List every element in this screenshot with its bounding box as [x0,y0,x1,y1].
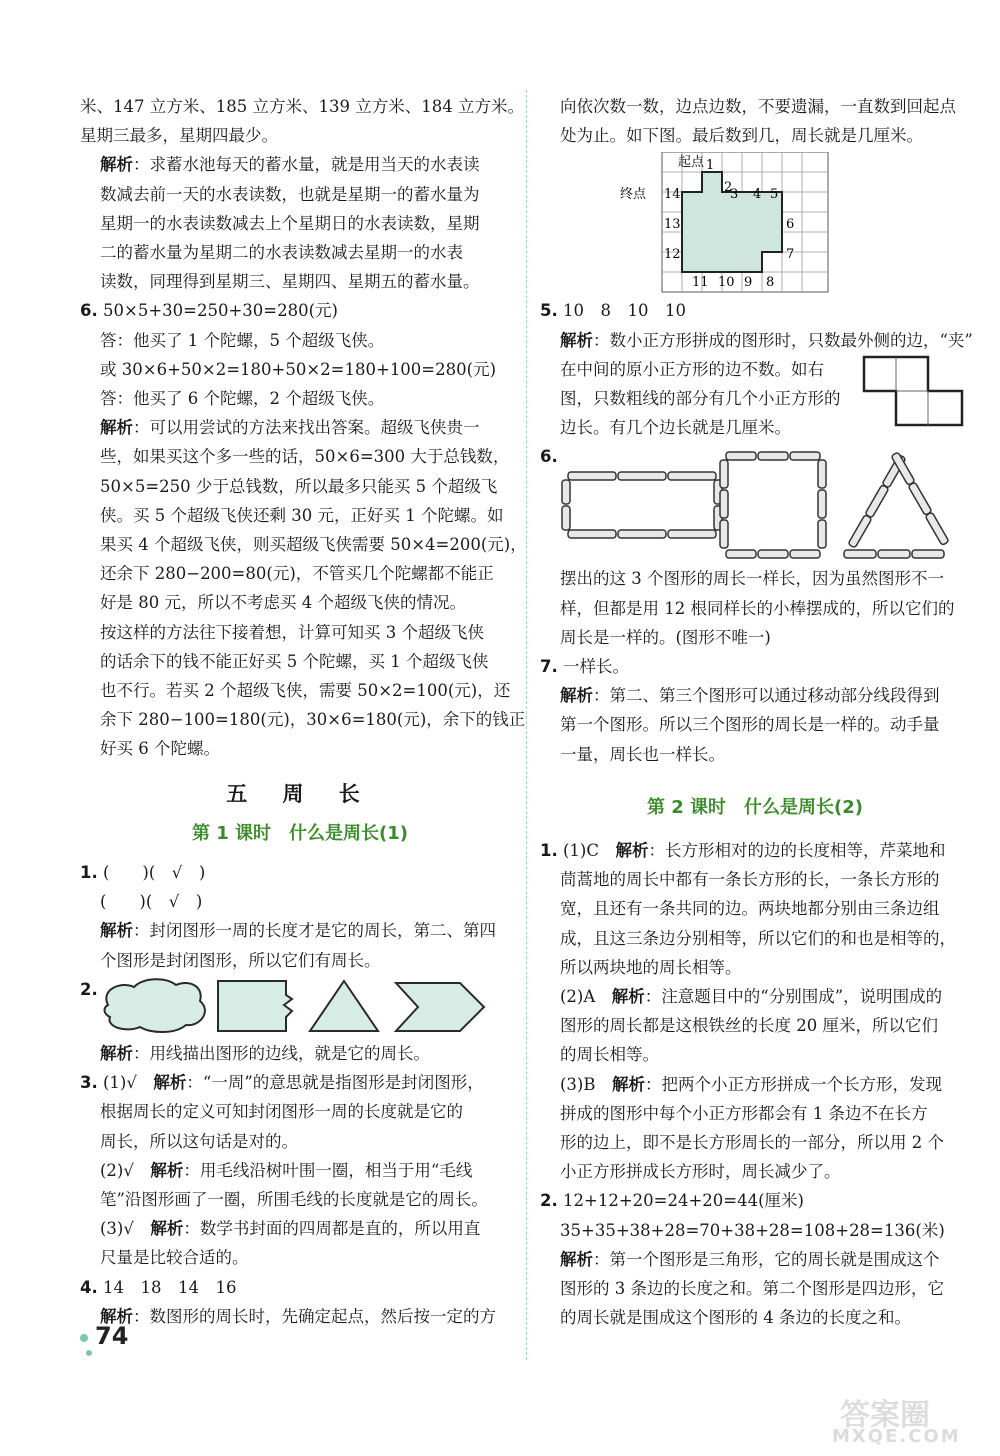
grid-number: 7 [786,247,795,263]
text-line: 第一个图形。所以三个图形的周长是一样的。动手量 [560,715,940,735]
text-line: ：数学书封面的四周都是直的，所以用直 [183,1219,481,1239]
text-line: 的话余下的钱不能正好买 5 个陀螺，买 1 个超级飞侠 [100,651,489,671]
analysis-label: 解析 [615,841,649,861]
answer-line: ( )( √ ) [100,892,203,912]
column-divider [526,90,527,1360]
counting-grid [620,152,920,298]
text-line: 拼成的图形中每个小正方形都会有 1 条边不在长方 [560,1103,928,1123]
text-line: 答：他买了 6 个陀螺，2 个超级飞侠。 [100,389,385,409]
text-line: ：长方形相对的边的长度相等，芹菜地和 [648,841,946,861]
question-number: 1. [80,863,98,883]
question-number: 3. [80,1073,98,1093]
question-number: 6. [80,301,98,321]
answer-line [540,1070,970,1099]
question-5 [540,296,970,325]
text-line: 读数，同理得到星期三、星期四、星期五的蓄水量。 [100,272,480,292]
stepped-squares-figure [862,355,966,427]
analysis-with-figure [540,355,970,443]
question-number: 5. [540,301,558,321]
grid-number: 3 [730,187,739,203]
arrow-shape [396,983,484,1031]
text-line: 好是 80 元，所以不考虑买 4 个超级飞侠的情况。 [100,593,466,613]
text-line: 图，只数粗线的部分有几个小正方形的 [560,389,841,409]
answer-mark: (2)√ [100,1160,151,1180]
triangle-shape [310,981,378,1031]
text-line: 侠。买 5 个超级飞侠还剩 30 元，正好买 1 个陀螺。如 [100,505,504,525]
decorative-dot [80,1334,88,1342]
text-line: ：用毛线沿树叶围一圈，相当于用“毛线 [183,1160,473,1180]
text-line: 尺量是比较合适的。 [100,1248,249,1268]
text-line: 些，如果买这个多一些的话，50×6=300 大于总钱数， [100,447,510,467]
text-line: 边长。有几个边长就是几厘米。 [560,418,791,438]
text-line: 成，且这三条边分别相等，所以它们的和也是相等的， [560,928,956,948]
watermark-url: MXQE.COM [832,1426,961,1447]
answer-line [80,1156,520,1185]
question-1 [540,836,970,865]
analysis-label: 解析 [560,1249,593,1269]
grid-start-label: 起点 [678,155,705,171]
question-number: 2. [540,1191,558,1211]
text-line: 星期三最多，星期四最少。 [80,126,278,146]
analysis-label: 解析 [153,1073,187,1093]
text-line: 摆出的这 3 个图形的周长一样长，因为虽然图形不一 [560,569,944,589]
grid-number: 11 [692,275,709,291]
text-line: 所以两块地的周长相等。 [560,957,742,977]
answer-mark: (3)B [560,1074,612,1094]
torn-rectangle-shape [218,981,292,1031]
analysis-paragraph [80,413,520,442]
analysis-paragraph [80,1039,520,1068]
shape-figures [100,975,520,1037]
text-line: ：第二、第三个图形可以通过移动部分线段得到 [593,686,940,706]
text-line: ：求蓄水池每天的蓄水量，就是用当天的水表读 [133,155,480,175]
text-line: ：数图形的周长时，先确定起点，然后按一定的方 [133,1306,496,1326]
answer-line: ( )( √ ) [103,863,206,883]
analysis-label: 解析 [100,418,133,438]
question-number: 2. [80,979,98,999]
text-line: ：注意题目中的“分别围成”，说明围成的 [644,987,943,1007]
grid-number: 1 [706,158,715,174]
grid-number: 10 [718,275,735,291]
analysis-label: 解析 [560,330,593,350]
answer-line: 10 8 10 10 [563,301,686,321]
analysis-label: 解析 [100,921,133,941]
question-number: 6. [540,447,558,467]
left-column [80,92,527,1331]
text-line: 周长，所以这句话是对的。 [100,1131,298,1151]
analysis-label: 解析 [100,155,133,175]
grid-number: 6 [786,217,795,233]
grid-number: 4 [753,187,762,203]
text-line: 图形的 3 条边的长度之和。第二个图形是四边形，它 [560,1279,944,1299]
text-line: 的周长就是围成这个图形的 4 条边的长度之和。 [560,1308,911,1328]
text-line: 根据周长的定义可知封闭图形一周的长度就是它的 [100,1102,463,1122]
text-line: 星期一的水表读数减去上个星期日的水表读数，星期 [100,213,480,233]
question-1 [80,858,520,887]
analysis-paragraph [80,1302,520,1331]
analysis-label: 解析 [611,987,645,1007]
text-line: 个图形是封闭图形，所以它们有周长。 [100,950,381,970]
text-line: 样，但都是用 12 根同样长的小棒摆成的，所以它们的 [560,598,955,618]
grid-number: 2 [724,180,733,196]
text-line: 数减去前一天的水表读数，也就是星期一的蓄水量为 [100,184,480,204]
text-line: 处为止。如下图。最后数到几，周长就是几厘米。 [560,126,923,146]
lesson-title: 第 2 课时 什么是周长(2) [646,796,864,818]
answer-mark: (3)√ [100,1219,151,1239]
analysis-label: 解析 [150,1160,184,1180]
answer-line: 14 18 14 16 [103,1277,237,1297]
lesson-title: 第 1 课时 什么是周长(1) [191,822,409,844]
text-line: ：第一个图形是三角形，它的周长就是围成这个 [593,1249,940,1269]
text-line: 按这样的方法往下接着想，计算可知买 3 个超级飞侠 [100,622,484,642]
answer-line [540,982,970,1011]
analysis-label: 解析 [560,686,593,706]
text-line: 周长是一样的。(图形不唯一) [560,627,771,647]
grid-number: 12 [664,247,681,263]
text-line: 米、147 立方米、185 立方米、139 立方米、184 立方米。 [80,97,524,116]
analysis-paragraph [540,681,970,710]
analysis-label: 解析 [150,1219,184,1239]
text-line: 二的蓄水量为星期二的水表读数减去星期一的水表 [100,243,463,263]
question-6 [80,296,520,325]
section-title: 五 周 长 [226,781,374,806]
question-2-figures [80,975,520,1039]
grid-number: 9 [744,275,753,291]
answer-line: 35+35+38+28=70+38+28=108+28=136(米) [560,1220,945,1240]
text-line: 图形的周长都是这根铁丝的长度 20 厘米，所以它们 [560,1016,938,1036]
analysis-label: 解析 [612,1074,645,1094]
counting-grid-figure [540,150,970,296]
question-7 [540,652,970,681]
grid-end-label: 终点 [620,187,647,203]
text-line: 余下 280−100=180(元)，30×6=180(元)，余下的钱正 [100,710,526,730]
text-line: ：把两个小正方形拼成一个长方形，发现 [645,1074,942,1094]
text-line: 好买 6 个陀螺。 [100,739,220,759]
answer-line [80,1214,520,1243]
grid-number: 14 [664,187,681,203]
answer-mark: (1)√ [103,1073,154,1093]
answer-line: 一样长。 [563,657,629,677]
cloud-shape [105,979,205,1032]
text-line: 形的边上，即不是长方形周长的一部分，所以用 2 个 [560,1133,944,1153]
question-4 [80,1273,520,1302]
text-line: 茼蒿地的周长中都有一条长方形的长，一条长方形的 [560,870,940,890]
text-line: 的周长相等。 [560,1045,659,1065]
question-number: 7. [540,657,558,677]
text-line: 50×5=250 少于总钱数，所以最多只能买 5 个超级飞 [100,476,498,496]
decorative-dot [86,1350,92,1356]
analysis-paragraph [540,1245,970,1274]
text-line: ：“一周”的意思就是指图形是封闭图形， [186,1073,484,1093]
text-line: 笔”沿图形画了一圈，所围毛线的长度就是它的周长。 [100,1189,488,1209]
grid-number: 5 [770,187,779,203]
text-line: 在中间的原小正方形的边不数。如右 [560,359,824,379]
text-line: 或 30×6+50×2=180+50×2=180+100=280(元) [100,359,496,379]
grid-number: 13 [664,217,681,233]
text-line: ：封闭图形一周的长度才是它的周长，第二、第四 [133,921,496,941]
text-line: ：可以用尝试的方法来找出答案。超级飞侠贵一 [133,418,480,438]
analysis-label: 解析 [100,1043,133,1063]
text-line: 向依次数一数，边点边数，不要遗漏，一直数到回起点 [560,97,956,116]
text-line: 宽，且还有一条共同的边。两块地都分别由三条边组 [560,899,940,919]
answer-mark: (1)C [563,841,616,861]
analysis-label: 解析 [100,1306,133,1326]
text-line: 一量，周长也一样长。 [560,744,725,764]
stick-figures [560,446,980,564]
text-line: 小正方形拼成长方形时，周长减少了。 [560,1162,841,1182]
text-line: ：数小正方形拼成的图形时，只数最外侧的边，“夹” [593,330,973,350]
right-column [540,92,973,1333]
text-line: ：用线描出图形的边线，就是它的周长。 [133,1043,430,1063]
page-number: 74 [95,1322,129,1350]
grid-number: 8 [766,275,775,291]
text-line: 50×5+30=250+30=280(元) [103,301,338,321]
analysis-paragraph [540,326,973,355]
question-2 [540,1186,970,1215]
question-6-figures [540,442,970,564]
question-3 [80,1068,520,1097]
watermark-logo: 答案圈 [840,1398,930,1433]
text-line: 也不行。若买 2 个超级飞侠，需要 50×2=100(元)，还 [100,681,511,701]
question-number: 1. [540,841,558,861]
text-line: 还余下 280−200=80(元)，不管买几个陀螺都不能正 [100,564,494,584]
text-line: 答：他买了 1 个陀螺，5 个超级飞侠。 [100,330,385,350]
text-line: 果买 4 个超级飞侠，则买超级飞侠需要 50×4=200(元)， [100,535,527,555]
question-number: 4. [80,1277,98,1297]
analysis-paragraph [80,916,520,945]
answer-mark: (2)A [560,987,612,1007]
analysis-paragraph [80,150,520,179]
answer-line: 12+12+20=24+20=44(厘米) [563,1191,804,1211]
